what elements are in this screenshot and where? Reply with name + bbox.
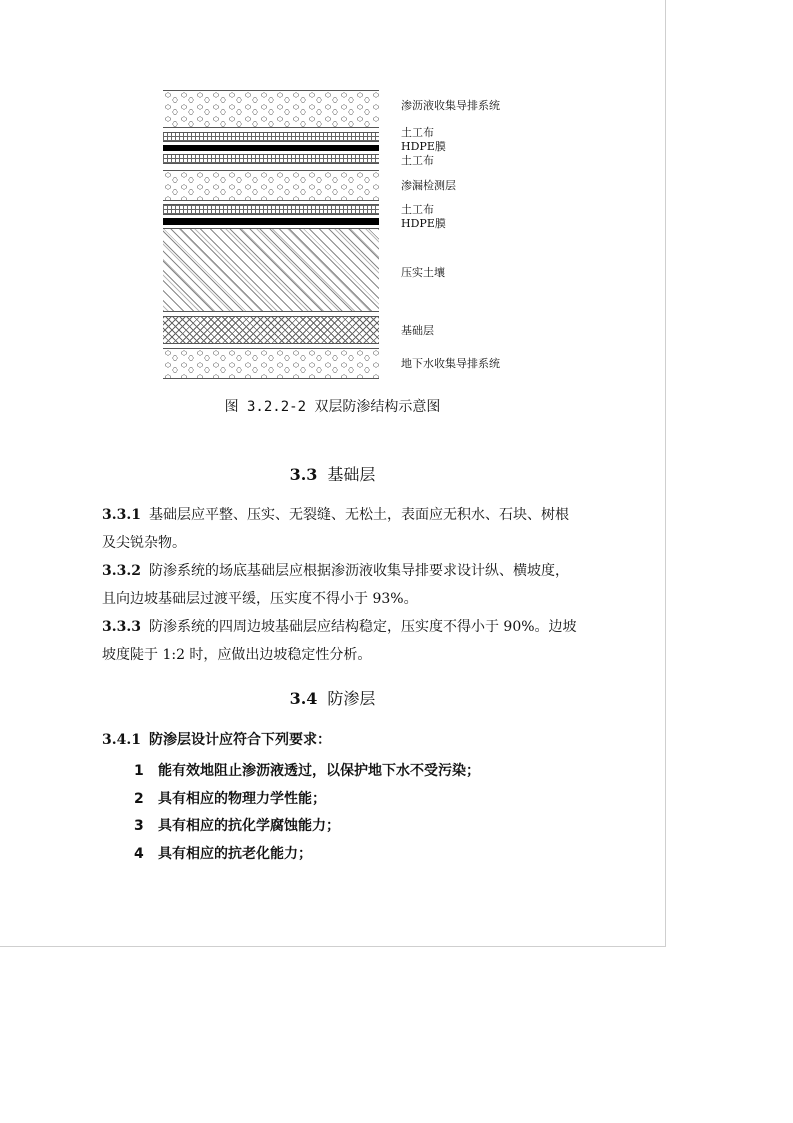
item-text: 能有效地阻止渗沥液透过，以保护地下水不受污染； — [158, 763, 480, 779]
layer-compacted-soil — [163, 228, 379, 312]
clause-3-3-2 — [102, 557, 577, 613]
layer-groundwater-collection — [163, 348, 379, 379]
layer-leak-detection — [163, 170, 379, 201]
label-leachate-collection: 渗沥液收集导排系统 — [401, 99, 500, 112]
item-text: 具有相应的抗化学腐蚀能力； — [158, 818, 340, 834]
section-title: 防渗层 — [327, 689, 376, 708]
section-title: 基础层 — [327, 465, 376, 484]
item-number: 3 — [134, 818, 144, 834]
clause-text: 防渗层设计应符合下列要求： — [148, 732, 331, 748]
clause-text: 防渗系统的场底基础层应根据渗沥液收集导排要求设计纵、横坡度，且向边坡基础层过渡平缓，压实度不得小于 93%。 — [102, 563, 569, 607]
layer-hdpe-1 — [163, 145, 379, 151]
clause-text: 防渗系统的四周边坡基础层应结构稳定，压实度不得小于 90%。边坡坡度陡于 1:2 时，应做出边坡稳定性分析。 — [102, 619, 577, 663]
label-geotextile-2: 土工布 — [401, 154, 434, 167]
item-number: 1 — [134, 763, 144, 779]
label-geotextile-1: 土工布 — [401, 126, 434, 139]
layer-geotextile-3 — [163, 204, 379, 215]
clause-number: 3.4.1 — [102, 732, 141, 748]
label-groundwater-collection: 地下水收集导排系统 — [401, 357, 500, 370]
item-number: 2 — [134, 791, 144, 807]
requirement-item — [134, 788, 326, 808]
section-heading-3-4 — [0, 686, 665, 709]
layer-hdpe-2 — [163, 218, 379, 225]
item-number: 4 — [134, 846, 144, 862]
section-heading-3-3 — [0, 462, 665, 485]
item-text: 具有相应的物理力学性能； — [158, 791, 326, 807]
section-number: 3.3 — [289, 465, 318, 484]
liner-structure-figure — [163, 90, 523, 380]
label-base-layer: 基础层 — [401, 324, 434, 337]
label-compacted-soil: 压实土壤 — [401, 266, 445, 279]
clause-number: 3.3.3 — [102, 619, 141, 635]
section-number: 3.4 — [289, 689, 318, 708]
clause-3-4-1 — [102, 726, 577, 754]
clause-text: 基础层应平整、压实、无裂缝、无松土，表面应无积水、石块、树根及尖锐杂物。 — [102, 507, 569, 551]
label-leak-detection: 渗漏检测层 — [401, 179, 456, 192]
clause-number: 3.3.1 — [102, 507, 141, 523]
layer-geotextile-1 — [163, 132, 379, 142]
requirement-item — [134, 815, 340, 835]
label-hdpe-1: HDPE膜 — [401, 140, 446, 153]
figure-caption: 图 3.2.2-2 双层防渗结构示意图 — [224, 399, 441, 415]
item-text: 具有相应的抗老化能力； — [158, 846, 312, 862]
label-hdpe-2: HDPE膜 — [401, 217, 446, 230]
requirement-item — [134, 760, 480, 780]
layer-base — [163, 316, 379, 344]
clause-3-3-3 — [102, 613, 577, 669]
clause-3-3-1 — [102, 501, 577, 557]
label-geotextile-3: 土工布 — [401, 203, 434, 216]
requirement-item — [134, 843, 312, 863]
layer-leachate-collection — [163, 90, 379, 128]
layer-geotextile-2 — [163, 154, 379, 164]
clause-number: 3.3.2 — [102, 563, 141, 579]
